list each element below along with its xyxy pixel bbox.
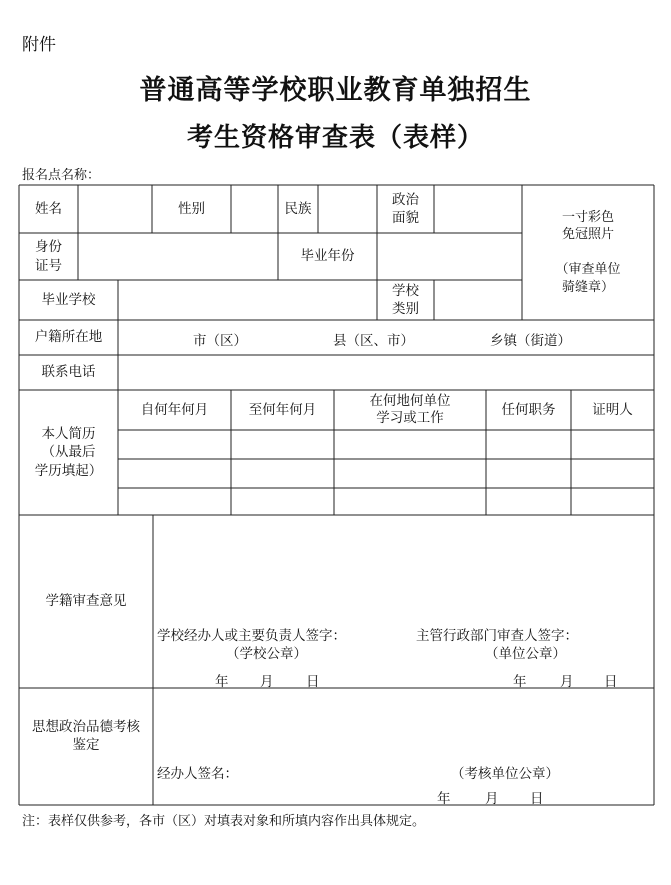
handler-signature-label: 经办人签名： <box>157 766 238 782</box>
dept-date-month: 月 <box>560 674 574 690</box>
assess-date-day: 日 <box>530 791 544 807</box>
school-signature-label: 学校经办人或主要负责人签字： <box>157 628 346 644</box>
label-school-type: 学校 类别 <box>392 282 419 317</box>
assessment-seal-label: （考核单位公章） <box>451 766 559 782</box>
dept-signature-label: 主管行政部门审查人签字： <box>416 628 578 644</box>
label-moral-assessment: 思想政治品德考核 鉴定 <box>32 719 140 754</box>
resume-col-where: 在何地何单位 学习或工作 <box>369 393 451 426</box>
label-resume: 本人简历 （从最后 学历填起） <box>34 426 103 479</box>
dept-date-day: 日 <box>604 674 618 690</box>
footer-note: 注：表样仅供参考，各市（区）对填表对象和所填内容作出具体规定。 <box>22 814 426 829</box>
household-county: 县（区、市） <box>333 333 414 349</box>
assess-date-year: 年 <box>437 791 451 807</box>
household-city: 市（区） <box>193 333 247 349</box>
assess-date-month: 月 <box>485 791 499 807</box>
label-graduation-school: 毕业学校 <box>41 291 96 308</box>
label-enrollment-review: 学籍审查意见 <box>45 593 127 610</box>
dept-date-year: 年 <box>513 674 527 690</box>
school-date-day: 日 <box>306 674 320 690</box>
form-title-line-1: 普通高等学校职业教育单独招生 <box>139 75 532 106</box>
resume-col-position: 任何职务 <box>501 401 556 418</box>
label-household-registration: 户籍所在地 <box>34 329 103 346</box>
registration-point-label: 报名点名称： <box>22 168 101 183</box>
label-ethnicity: 民族 <box>284 200 312 217</box>
label-graduation-year: 毕业年份 <box>300 248 355 265</box>
school-seal-label: （学校公章） <box>226 646 307 662</box>
dept-seal-label: （单位公章） <box>485 646 566 662</box>
school-date-year: 年 <box>215 674 229 690</box>
resume-col-from: 自何年何月 <box>140 401 209 418</box>
resume-col-to: 至何年何月 <box>248 401 317 418</box>
label-phone: 联系电话 <box>41 364 96 381</box>
attachment-label: 附件 <box>22 35 56 55</box>
label-id-number: 身份 证号 <box>35 239 62 274</box>
label-gender: 性别 <box>178 200 205 217</box>
label-name: 姓名 <box>35 200 62 217</box>
label-political-status: 政治 面貌 <box>392 191 419 226</box>
school-date-month: 月 <box>260 674 274 690</box>
household-town: 乡镇（街道） <box>490 333 571 349</box>
photo-area: 一寸彩色 免冠照片 （审查单位 骑缝章） <box>555 209 621 295</box>
resume-col-witness: 证明人 <box>592 401 633 418</box>
form-title-line-2: 考生资格审查表（表样） <box>186 123 484 153</box>
